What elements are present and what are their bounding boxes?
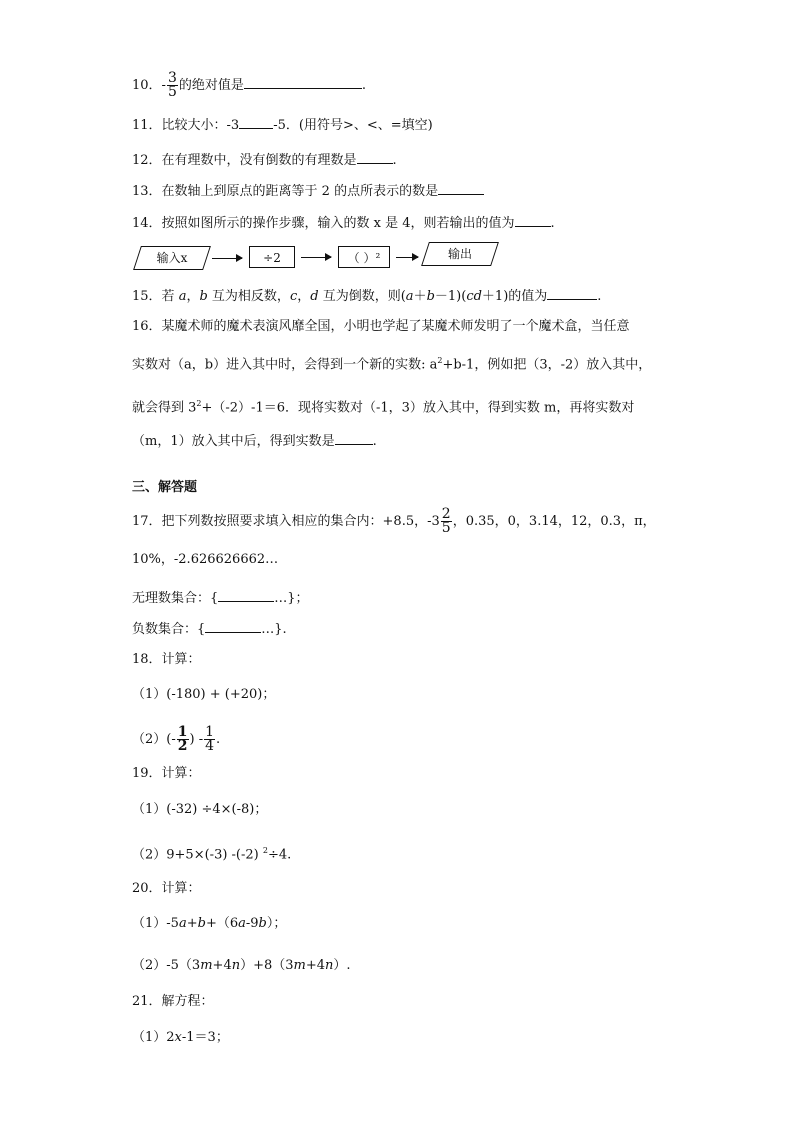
q20-text: +4 [212, 958, 232, 973]
fraction-numerator: 1 [205, 724, 215, 740]
question-20-part-1 [132, 914, 286, 934]
q20-text: ）. [333, 958, 351, 973]
var-m: m [293, 958, 306, 973]
flow-square-label: （ ）² [347, 251, 381, 265]
question-16-line-4 [132, 430, 377, 452]
var-n: n [325, 958, 334, 973]
var-d: d [310, 289, 319, 304]
question-21-part-1 [132, 1028, 229, 1048]
q16-end: . [372, 434, 377, 449]
answer-blank [205, 618, 261, 633]
set-end: …}. [261, 622, 287, 637]
flow-output-box [425, 242, 495, 266]
flow-arrow-icon [396, 257, 418, 258]
set-label: 负数集合：{ [132, 622, 206, 637]
q14-end: . [550, 216, 555, 231]
question-19-part-2 [132, 841, 291, 865]
q15-text: 互为相反数， [207, 289, 290, 304]
q17-text: ，0.35，0，3.14，12，0.3，π， [452, 514, 656, 529]
question-11 [132, 114, 433, 136]
answer-blank [438, 180, 484, 195]
var-b: b [258, 916, 267, 931]
answer-blank [515, 212, 551, 227]
answer-blank [218, 587, 274, 602]
q10-end: . [361, 78, 367, 93]
question-19-part-1: （1）(-32) ÷4×(-8)； [132, 802, 268, 817]
q15-text: －1)( [434, 289, 467, 304]
q17-text: 17．把下列数按照要求填入相应的集合内：+8.5，-3 [132, 514, 440, 529]
q19-text: （2）9+5×(-3) -(-2) [132, 847, 263, 863]
flow-square-box [338, 246, 390, 268]
q21-text: （1）2 [132, 1030, 175, 1045]
fraction-two-fifths [441, 508, 452, 535]
var-x: x [174, 1030, 182, 1045]
fraction-numerator: 3 [167, 70, 177, 86]
answer-blank [547, 285, 597, 300]
q20-text: +4 [305, 958, 326, 973]
question-16-line-3 [132, 394, 634, 418]
question-16-line-2 [132, 351, 651, 375]
fraction-denominator: 5 [441, 520, 451, 536]
question-17-line-1 [132, 508, 656, 535]
superscript: 2 [196, 399, 202, 408]
q18-text: . [216, 732, 221, 747]
flow-input-box [137, 246, 207, 270]
q16-text: （m，1）放入其中后，得到实数是 [132, 434, 335, 449]
q15-text: ＋1)的值为 [481, 289, 548, 304]
question-17-line-2 [132, 550, 278, 570]
var-a: a [405, 289, 414, 304]
q14-text: 14．按照如图所示的操作步骤，输入的数 x 是 4，则若输出的值为 [132, 216, 515, 231]
var-cd: cd [466, 289, 482, 304]
q16-text: +b-1，例如把（3，-2）放入其中， [442, 357, 652, 373]
question-16-line-1 [132, 317, 630, 337]
flow-divide-box [249, 246, 295, 268]
q20-text: +（6 [205, 916, 239, 931]
q16-text: 实数对（a，b）进入其中时，会得到一个新的实数: a [132, 357, 438, 373]
answer-blank [335, 430, 373, 445]
q10-number: 10．- [132, 78, 166, 93]
section-heading: 三、解答题 [132, 480, 198, 495]
q20-text: + [186, 916, 198, 931]
question-21-title: 21．解方程： [132, 994, 214, 1009]
fraction-numerator: 1 [177, 724, 188, 740]
answer-blank [244, 74, 362, 89]
var-b: b [199, 289, 208, 304]
var-a: a [238, 916, 246, 931]
q15-text: ， [186, 289, 200, 304]
q21-text: -1＝3； [181, 1030, 229, 1045]
q20-text: （1）-5 [132, 916, 179, 931]
var-b: b [426, 289, 435, 304]
flow-arrow-icon [212, 258, 242, 259]
q15-text: ， [297, 289, 311, 304]
superscript: 2 [262, 846, 268, 855]
flow-divide-label: ÷2 [263, 251, 281, 265]
irrational-set-line [132, 587, 309, 609]
negative-set-line [132, 618, 287, 640]
var-m: m [200, 958, 213, 973]
q16-text: 16．某魔术师的魔术表演风靡全国，小明也学起了某魔术师发明了一个魔术盒，当任意 [132, 319, 630, 334]
q10-text: 的绝对值是 [178, 78, 244, 93]
fraction-one-quarter [204, 726, 215, 753]
q17-text: 10%，-2.626626662… [132, 552, 279, 567]
q13-text: 13．在数轴上到原点的距离等于 2 的点所表示的数是 [132, 184, 439, 199]
q19-text: ÷4. [267, 847, 292, 863]
question-10 [132, 72, 366, 99]
fraction-denominator: 5 [167, 84, 177, 100]
q15-text: 互为倒数，则( [318, 289, 406, 304]
q11-text: 11．比较大小：-3 [132, 118, 240, 133]
answer-blank [239, 114, 273, 129]
q20-text: ）+8（3 [240, 958, 294, 973]
var-c: c [289, 289, 298, 304]
var-b: b [197, 916, 206, 931]
set-end: …}； [274, 591, 309, 606]
q15-end: . [597, 289, 602, 304]
fraction-three-fifths [167, 72, 178, 99]
flow-input-label: 输入x [156, 251, 188, 265]
flow-arrow-icon [301, 257, 331, 258]
q12-end: . [392, 153, 397, 168]
question-20-part-2 [132, 956, 351, 976]
q11-text-2: -5．(用符号>、<、=填空) [273, 118, 433, 133]
question-15 [132, 285, 601, 307]
question-12 [132, 149, 397, 171]
question-18-title: 18．计算： [132, 652, 201, 667]
q15-text: 15．若 [132, 289, 179, 304]
fraction-numerator: 2 [441, 506, 451, 522]
var-a: a [178, 289, 187, 304]
q16-text: +（-2）-1＝6．现将实数对（-1，3）放入其中，得到实数 m，再将实数对 [201, 400, 635, 416]
answer-blank [357, 149, 393, 164]
question-19-title: 19．计算： [132, 766, 201, 781]
q18-text: ) - [189, 732, 204, 747]
q20-text: （2）-5（3 [132, 958, 201, 973]
q15-text: ＋ [413, 289, 427, 304]
fraction-denominator: 2 [177, 738, 188, 754]
q12-text: 12．在有理数中，没有倒数的有理数是 [132, 153, 357, 168]
question-20-title: 20．计算： [132, 881, 201, 896]
q20-text: ）； [266, 916, 287, 931]
question-13 [132, 180, 484, 202]
superscript: 2 [437, 356, 443, 365]
fraction-one-half [177, 726, 189, 753]
question-18-part-1: （1）(-180) + (+20)； [132, 687, 276, 702]
question-18-part-2 [132, 726, 220, 753]
q20-text: -9 [245, 916, 259, 931]
question-14 [132, 212, 555, 234]
var-a: a [178, 916, 187, 931]
q16-text: 就会得到 3 [132, 400, 197, 416]
fraction-denominator: 4 [205, 738, 215, 754]
flow-output-label: 输出 [447, 247, 472, 261]
q18-text: （2）(- [132, 732, 176, 747]
var-n: n [231, 958, 241, 973]
set-label: 无理数集合：{ [132, 591, 219, 606]
